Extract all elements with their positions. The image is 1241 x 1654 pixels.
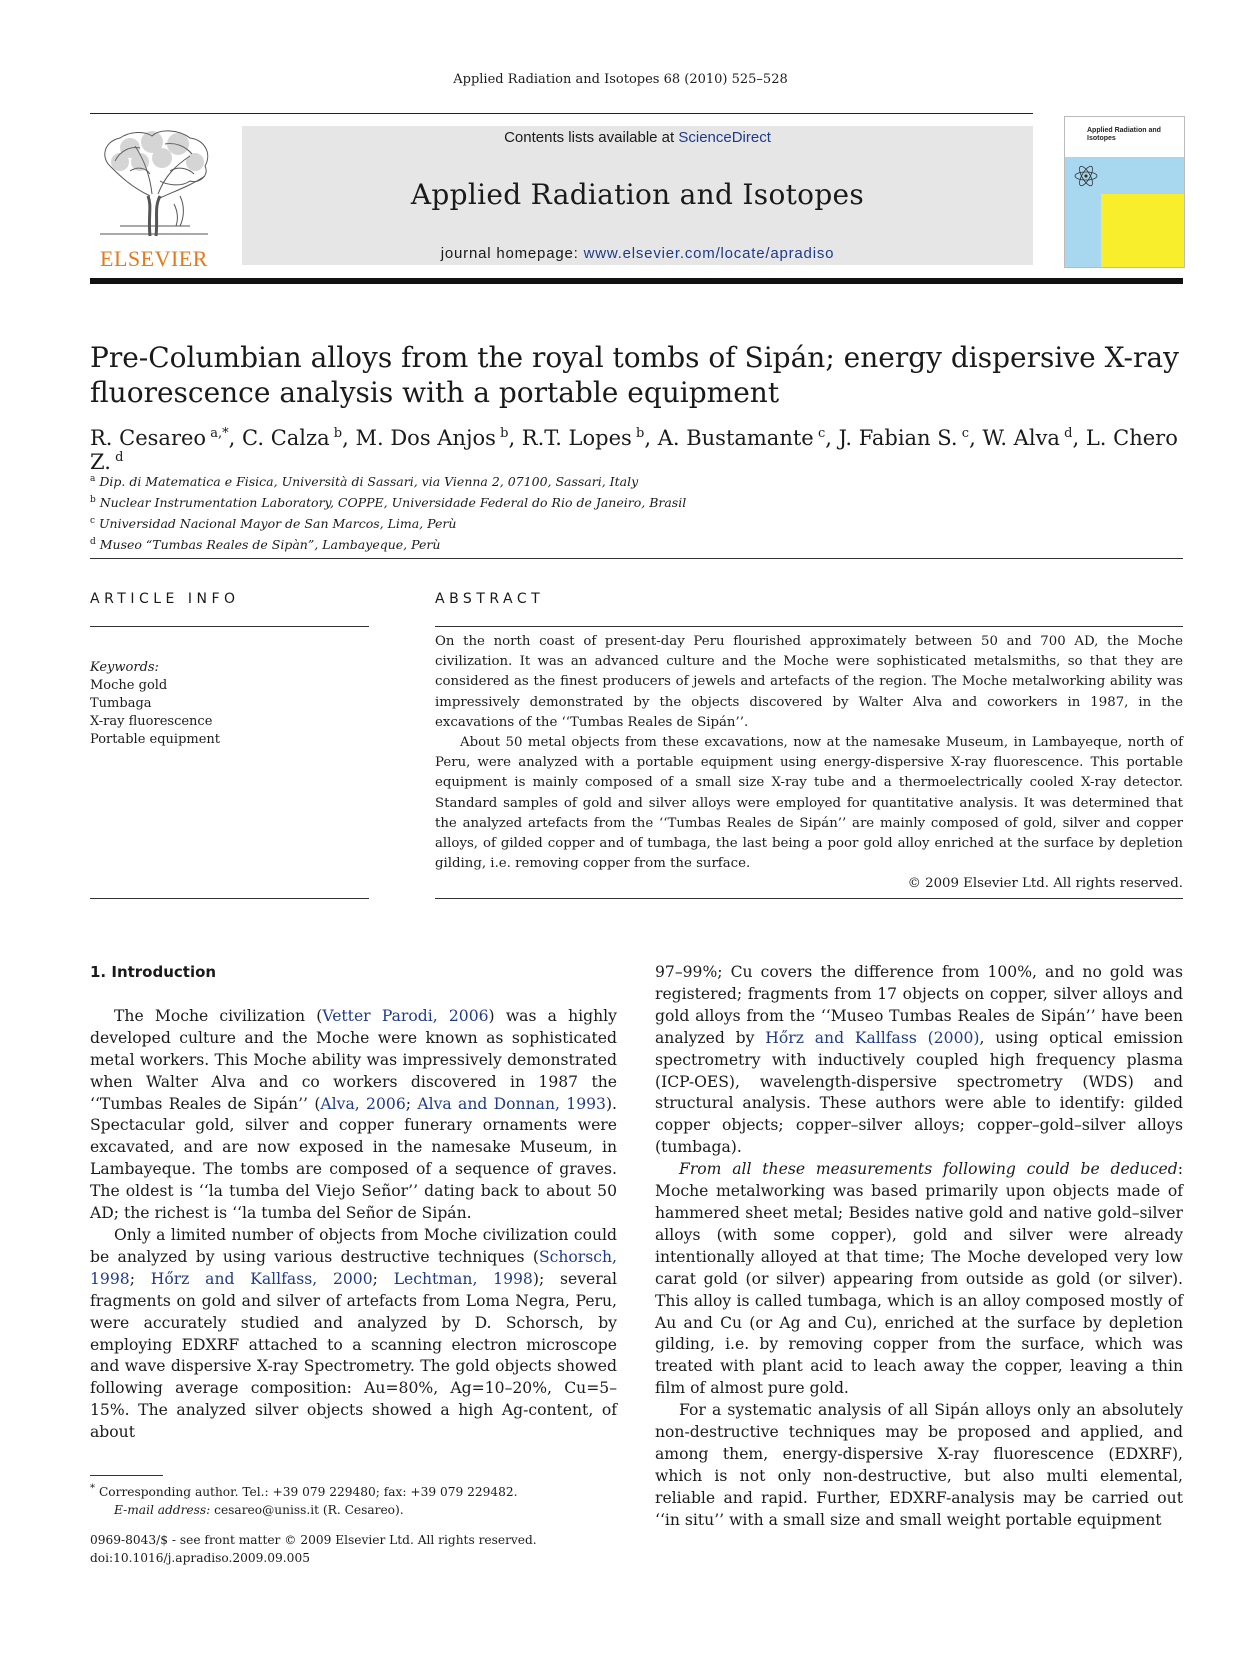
- email-label: E-mail address:: [114, 1502, 211, 1517]
- body-paragraph: [90, 1225, 617, 1444]
- homepage-line: [242, 245, 1033, 262]
- citation-link[interactable]: Vetter Parodi, 2006: [322, 1006, 489, 1025]
- author-name[interactable]: C. Calza: [242, 426, 330, 450]
- author-affiliation-mark[interactable]: a,*: [210, 426, 229, 441]
- tree-icon: [90, 126, 218, 238]
- abstract-paragraph: On the north coast of present-day Peru flourished approximately between 50 and 700 AD, the Moche civilization. It was an advanced culture and the Moche were sophisticated metalsmiths, so that they are considered as the finest producers of jewels and artefacts of the region. The Moche metalworking ability was impressively demonstrated by the objects discovered by Walter Alva and coworkers in 1987, in the excavations of the ‘‘Tumbas Reales de Sipán’’.: [435, 634, 1183, 730]
- affiliation-item: [90, 491, 990, 512]
- keyword-item: Moche gold: [90, 678, 168, 693]
- author-list: R. Cesareo $^{a,*}$, C. Calza $^b$, M. Dos Anjos $^b$, R.T. Lopes $^b$, A. Bustamante $^c$, J. Fabian S. $^c$, W. Alva $^d$, L. Chero Z. $^d$: [90, 426, 1178, 474]
- article-title: Pre-Columbian alloys from the royal tombs of Sipán; energy dispersive X-ray fluorescence analysis with a portable equipment: [90, 341, 1179, 409]
- body-column-right: [655, 962, 1183, 1532]
- author-name[interactable]: M. Dos Anjos: [355, 426, 496, 450]
- contents-line: [242, 129, 1033, 146]
- affiliation-rule: [90, 558, 1183, 559]
- keyword-item: X-ray fluorescence: [90, 714, 213, 729]
- front-matter: [90, 1532, 690, 1567]
- email-address[interactable]: cesareo@uniss.it (R. Cesareo).: [210, 1502, 404, 1517]
- italic-lead: From all these measurements following could be deduced: [679, 1160, 1178, 1179]
- author-affiliation-mark[interactable]: b: [333, 426, 343, 441]
- affiliation-mark: d: [90, 537, 96, 548]
- paragraph-text: The Moche civilization (: [114, 1006, 323, 1025]
- journal-masthead: [242, 126, 1033, 265]
- author-name[interactable]: L. Chero Z.: [90, 426, 1178, 474]
- body-paragraph: For a systematic analysis of all Sipán alloys only an absolutely non-destructive techniques may be proposed and applied, and among them, energy-dispersive X-ray fluorescence (EDXRF), which is not only non-destructive, but also multi elemental, reliable and rapid. Further, EDXRF-analysis may be carried out ‘‘in situ’’ with a small size and small weight portable equipment: [655, 1401, 1183, 1529]
- article-info-bottom-rule: [90, 898, 369, 899]
- affiliation-item: [90, 512, 990, 533]
- citation-link[interactable]: Lechtman, 1998: [393, 1269, 533, 1288]
- keyword-item: Portable equipment: [90, 732, 221, 747]
- paragraph-text: ;: [372, 1269, 394, 1288]
- cover-blue-block: [1101, 157, 1184, 194]
- author-name[interactable]: W. Alva: [982, 426, 1060, 450]
- journal-cover-thumbnail[interactable]: [1064, 116, 1185, 268]
- paragraph-text: ) was a highly developed culture and the Moche were known as sophisticated metal workers. This Moche ability was impressively demonstrated when Walter Alva and co workers discovered in 1987 the ‘‘Tumbas Reales de Sipán’’ (: [90, 1006, 617, 1113]
- abstract-body: [435, 632, 1183, 895]
- affiliation-item: [90, 470, 990, 491]
- journal-name: Applied Radiation and Isotopes: [410, 178, 865, 211]
- affiliation-text: Dip. di Matematica e Fisica, Università di Sassari, via Vienna 2, 07100, Sassari, Italy: [95, 474, 639, 490]
- affiliation-mark: c: [90, 516, 96, 527]
- homepage-prefix: journal homepage:: [440, 245, 584, 262]
- abstract-paragraph: About 50 metal objects from these excavations, now at the namesake Museum, in Lambayeque, north of Peru, were analyzed with a portable equipment using energy-dispersive X-ray fluorescence. This portable equipment is mainly composed of a small size X-ray tube and a thermoelectrically cooled X-ray detector. Standard samples of gold and silver alloys were employed for quantitative analysis. It was determined that the analyzed artefacts from the ‘‘Tumbas Reales de Sipán’’ are mainly composed of gold, silver and copper alloys, of gilded copper and of tumbaga, the last being a poor gold alloy enriched at the surface by depletion gilding, i.e. removing copper from the surface.: [435, 735, 1183, 872]
- affiliation-list: [90, 470, 990, 555]
- citation-link[interactable]: Hőrz and Kallfass (2000): [765, 1028, 980, 1047]
- author-affiliation-mark[interactable]: b: [636, 426, 645, 441]
- author-affiliation-mark[interactable]: c: [817, 426, 826, 441]
- paragraph-text: : Moche metalworking was based primarily upon objects made of hammered sheet metal; Besides native gold and native gold–silver alloys (with some copper), gold and silver were already intentionally alloyed at that time; The Moche developed very low carat gold (or silver) appearing from outside as gold (or silver). This alloy is called tumbaga, which is an alloy composed mostly of Au and Cu (or Ag and Cu), enriched at the surface by depletion gilding, i.e. by removing copper from the surface, which was treated with plant acid to leach away the copper, leaving a thin film of almost pure gold.: [655, 1160, 1183, 1398]
- abstract-top-rule: [435, 626, 1183, 627]
- abstract-bottom-rule: [435, 898, 1183, 899]
- issn-line: 0969-8043/$ - see front matter © 2009 Elsevier Ltd. All rights reserved.: [90, 1533, 537, 1547]
- cover-yellow-block: [1101, 194, 1184, 267]
- body-paragraph: [90, 1006, 617, 1225]
- paragraph-text: , using optical emission spectrometry with inductively coupled high frequency plasma (ICP-OES), wavelength-dispersive spectrometry (WDS) and structural analysis. These authors were able to identify: gilded copper objects; copper–silver alloys; copper–gold–silver alloys (tumbaga).: [655, 1028, 1183, 1157]
- top-rule: [90, 113, 1033, 114]
- atom-icon: [1073, 163, 1099, 189]
- cover-title: Applied Radiation and Isotopes: [1087, 127, 1161, 142]
- keywords-label: Keywords:: [90, 660, 159, 675]
- article-info-top-rule: [90, 626, 369, 627]
- citation-link[interactable]: Hőrz and Kallfass, 2000: [150, 1269, 373, 1288]
- paragraph-text: ;: [405, 1094, 418, 1113]
- affiliation-text: Nuclear Instrumentation Laboratory, COPPE, Universidade Federal do Rio de Janeiro, Brasil: [95, 495, 687, 511]
- body-paragraph: [655, 962, 1183, 1159]
- header-thick-rule: [90, 278, 1183, 284]
- paragraph-text: ). Spectacular gold, silver and copper funerary ornaments were excavated, and are now exposed in the namesake Museum, in Lambayeque. The tombs are composed of a sequence of graves. The oldest is ‘‘la tumba del Viejo Señor’’ dating back to about 50 AD; the richest is ‘‘la tumba del Señor de Sipán.: [90, 1094, 618, 1223]
- elsevier-logo[interactable]: [90, 126, 218, 271]
- citation-link[interactable]: Schorsch, 1998: [90, 1247, 617, 1288]
- footnote-text: Corresponding author. Tel.: +39 079 229480; fax: +39 079 229482.: [95, 1485, 518, 1500]
- affiliation-item: [90, 533, 990, 554]
- paragraph-text: 97–99%; Cu covers the difference from 100%, and no gold was registered; fragments from 17 objects on copper, silver alloys and gold alloys from the ‘‘Museo Tumbas Reales de Sipán’’ have been analyzed by: [655, 963, 1183, 1047]
- author-name[interactable]: R. Cesareo: [90, 426, 207, 450]
- author-name[interactable]: A. Bustamante: [657, 426, 814, 450]
- abstract-heading: ABSTRACT: [435, 591, 545, 607]
- contents-prefix: Contents lists available at: [504, 129, 679, 146]
- paragraph-text: ); several fragments on gold and silver of artefacts from Loma Negra, Peru, were accurately studied and analyzed by D. Schorsch, by employing EDXRF attached to a scanning electron microscope and wave dispersive X-ray Spectrometry. The gold objects showed following average composition: Au=80%, Ag=10–20%, Cu=5–15%. The analyzed silver objects showed a high Ag-content, of about: [90, 1269, 617, 1442]
- author-affiliation-mark[interactable]: b: [500, 426, 509, 441]
- body-paragraph: [655, 1159, 1183, 1400]
- homepage-link[interactable]: www.elsevier.com/locate/apradiso: [583, 245, 835, 262]
- corresponding-footnote: [90, 1480, 650, 1519]
- elsevier-wordmark: ELSEVIER: [100, 246, 208, 271]
- author-affiliation-mark[interactable]: d: [1064, 426, 1073, 441]
- citation-link[interactable]: Alva, 2006: [320, 1094, 406, 1113]
- author-name[interactable]: R.T. Lopes: [521, 426, 632, 450]
- author-affiliation-mark[interactable]: c: [961, 426, 970, 441]
- affiliation-mark: b: [90, 495, 96, 506]
- footnote-line: [90, 1480, 650, 1502]
- sciencedirect-link[interactable]: ScienceDirect: [678, 129, 771, 146]
- body-column-left: [90, 962, 617, 1444]
- article-info-heading: ARTICLE INFO: [90, 591, 240, 607]
- keywords-block: [90, 659, 369, 749]
- citation-link[interactable]: Alva and Donnan, 1993: [417, 1094, 606, 1113]
- section-heading: 1. Introduction: [90, 963, 217, 981]
- paragraph-text: ;: [129, 1269, 151, 1288]
- footnote-mark: *: [90, 1483, 96, 1494]
- doi-line[interactable]: doi:10.1016/j.apradiso.2009.09.005: [90, 1550, 310, 1565]
- abstract-copyright: © 2009 Elsevier Ltd. All rights reserved.: [907, 876, 1183, 892]
- email-line: [90, 1502, 650, 1520]
- author-name[interactable]: J. Fabian S.: [838, 426, 958, 450]
- paragraph-text: Only a limited number of objects from Moche civilization could be analyzed by using various destructive techniques (: [90, 1225, 617, 1266]
- affiliation-text: Universidad Nacional Mayor de San Marcos, Lima, Perù: [95, 516, 457, 532]
- author-affiliation-mark[interactable]: d: [115, 450, 124, 465]
- affiliation-mark: a: [90, 474, 96, 484]
- footnote-rule: [90, 1475, 163, 1476]
- keyword-item: Tumbaga: [90, 696, 152, 711]
- affiliation-text: Museo “Tumbas Reales de Sipàn”, Lambayeque, Perù: [95, 537, 441, 553]
- running-head: Applied Radiation and Isotopes 68 (2010) 525–528: [453, 72, 788, 87]
